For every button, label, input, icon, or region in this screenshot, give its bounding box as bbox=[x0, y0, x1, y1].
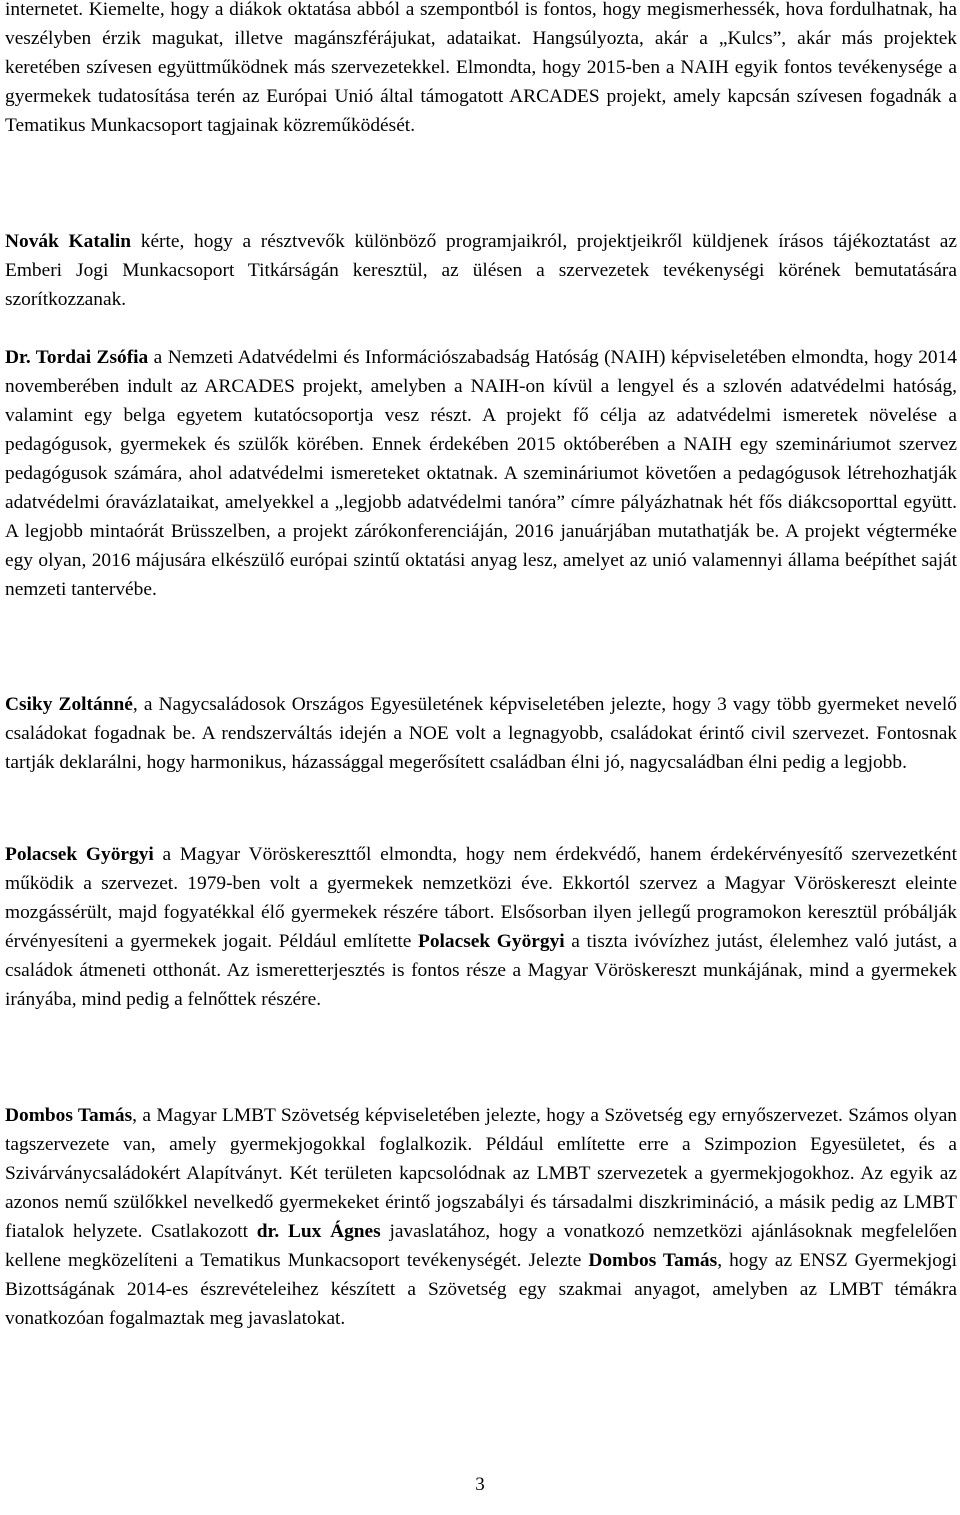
paragraph-text: a Magyar Vöröskereszttől elmondta, hogy nem érdekvédő, hanem érdekérvényesítő szervezetként működik a szervezet. 1979-ben volt a gyermekek nemzetközi éve. Ekkortól szervez a Magyar Vöröskereszt eleinte mozgássérült, majd fogyatékkal élő gyermekek részére tábort. Elsősorban ilyen jellegű programokon keresztül próbálják érvényesíteni a gyermekek jogait. Például említette bbox=[5, 844, 957, 952]
page-number: 3 bbox=[475, 1474, 485, 1495]
speaker-name-repeat: Polacsek Györgyi bbox=[417, 931, 565, 952]
paragraph-text: internetet. Kiemelte, hogy a diákok oktatása abból a szempontból is fontos, hogy megismerhessék, hova fordulhatnak, ha veszélyben érzik magukat, illetve magánszférájukat, adataikat. Hangsúlyozta, akár a „Kulcs”, akár más projektek keretében szívesen együttműködnek más szervezetekkel. Elmondta, hogy 2015-ben a NAIH egyik fontos tevékenysége a gyermekek tudatosítása terén az Európai Unió által támogatott ARCADES projekt, amely kapcsán szívesen fogadnák a Tematikus Munkacsoport tagjainak közreműködését. bbox=[5, 0, 957, 136]
paragraph-text: kérte, hogy a résztvevők különböző programjaikról, projektjeikről küldjenek írásos tájékoztatást az Emberi Jogi Munkacsoport Titkárságán keresztül, az ülésen a szervezetek tevékenységi körének bemutatására szorítkozzanak. bbox=[5, 231, 957, 310]
speaker-name-repeat: Dombos Tamás bbox=[588, 1250, 718, 1271]
paragraph-tordai-zsofia bbox=[5, 343, 957, 604]
paragraph-text: a tiszta ivóvízhez jutást, élelemhez való jutást, a családok átmeneti otthonát. Az ismeretterjesztés is fontos része a Magyar Vöröskereszt munkájának, mind a gyermekek irányába, mind pedig a felnőttek részére. bbox=[5, 931, 957, 1010]
paragraph-text: , a Nagycsaládosok Országos Egyesületének képviseletében jelezte, hogy 3 vagy több gyermeket nevelő családokat fogadnak be. A rendszerváltás idején a NOE volt a legnagyobb, családokat érintő civil szervezet. Fontosnak tartják deklarálni, hogy harmonikus, házassággal megerősített családban élni jó, nagycsaládban élni pedig a legjobb. bbox=[5, 694, 957, 773]
paragraph-text: , a Magyar LMBT Szövetség képviseletében jelezte, hogy a Szövetség egy ernyőszervezet. Számos olyan tagszervezete van, amely gyermekjogokkal foglalkozik. Például említette erre a Szimpozion Egyesületet, és a Szivárványcsaládokért Alapítványt. Két területen kapcsolódnak az LMBT szervezetek a gyermekjogokhoz. Az egyik az azonos nemű szülőkkel nevelkedő gyermekeket érintő jogszabályi és társadalmi diszkrimináció, a másik pedig az LMBT fiatalok helyzete. Csatlakozott bbox=[5, 1105, 957, 1242]
speaker-name: Novák Katalin bbox=[5, 231, 132, 252]
paragraph-naih-intro bbox=[5, 0, 957, 140]
paragraph-text: , hogy az ENSZ Gyermekjogi Bizottságának 2014-es észrevételeihez készített a Szövetség egy szakmai anyagot, amelyben az LMBT témákra vonatkozóan fogalmaztak meg javaslatokat. bbox=[5, 1250, 958, 1329]
paragraph-text: a Nemzeti Adatvédelmi és Információszabadság Hatóság (NAIH) képviseletében elmondta, hogy 2014 novemberében indult az ARCADES projekt, amelyben a NAIH-on kívül a lengyel és a szlovén adatvédelmi hatóság, valamint egy belga egyetem kutatócsoportja vesz részt. A projekt fő célja az adatvédelmi ismeretek növelése a pedagógusok, gyermekek és szülők körében. Ennek érdekében 2015 októberében a NAIH egy szemináriumot szervez pedagógusok számára, ahol adatvédelmi ismereteket oktatnak. A szemináriumot követően a pedagógusok létrehozhatják adatvédelmi óravázlataikat, amelyekkel a „legjobb adatvédelmi tanóra” címre pályázhatnak hét fős diákcsoporttal együtt. A legjobb mintaórát Brüsszelben, a projekt zárókonferenciáján, 2016 januárjában mutathatják be. A projekt végterméke egy olyan, 2016 májusára elkészülő európai szintű oktatási anyag lesz, amelyet az unió valamennyi állama beépíthet saját nemzeti tantervébe. bbox=[5, 347, 957, 600]
paragraph-polacsek-gyorgyi bbox=[5, 840, 957, 1014]
speaker-name: Dombos Tamás bbox=[5, 1105, 133, 1126]
speaker-name: Polacsek Györgyi bbox=[5, 844, 154, 865]
speaker-name: Dr. Tordai Zsófia bbox=[5, 347, 149, 368]
mentioned-person: dr. Lux Ágnes bbox=[256, 1221, 381, 1242]
paragraph-csiky-zoltanne bbox=[5, 690, 957, 777]
paragraph-novak-katalin bbox=[5, 227, 957, 314]
speaker-name: Csiky Zoltánné bbox=[5, 694, 133, 715]
paragraph-dombos-tamas bbox=[5, 1101, 957, 1333]
paragraph-text: javaslatához, hogy a vonatkozó nemzetközi ajánlásoknak megfelelően kellene megközelíteni a Tematikus Munkacsoport tevékenységét. Jelezte bbox=[5, 1221, 958, 1271]
